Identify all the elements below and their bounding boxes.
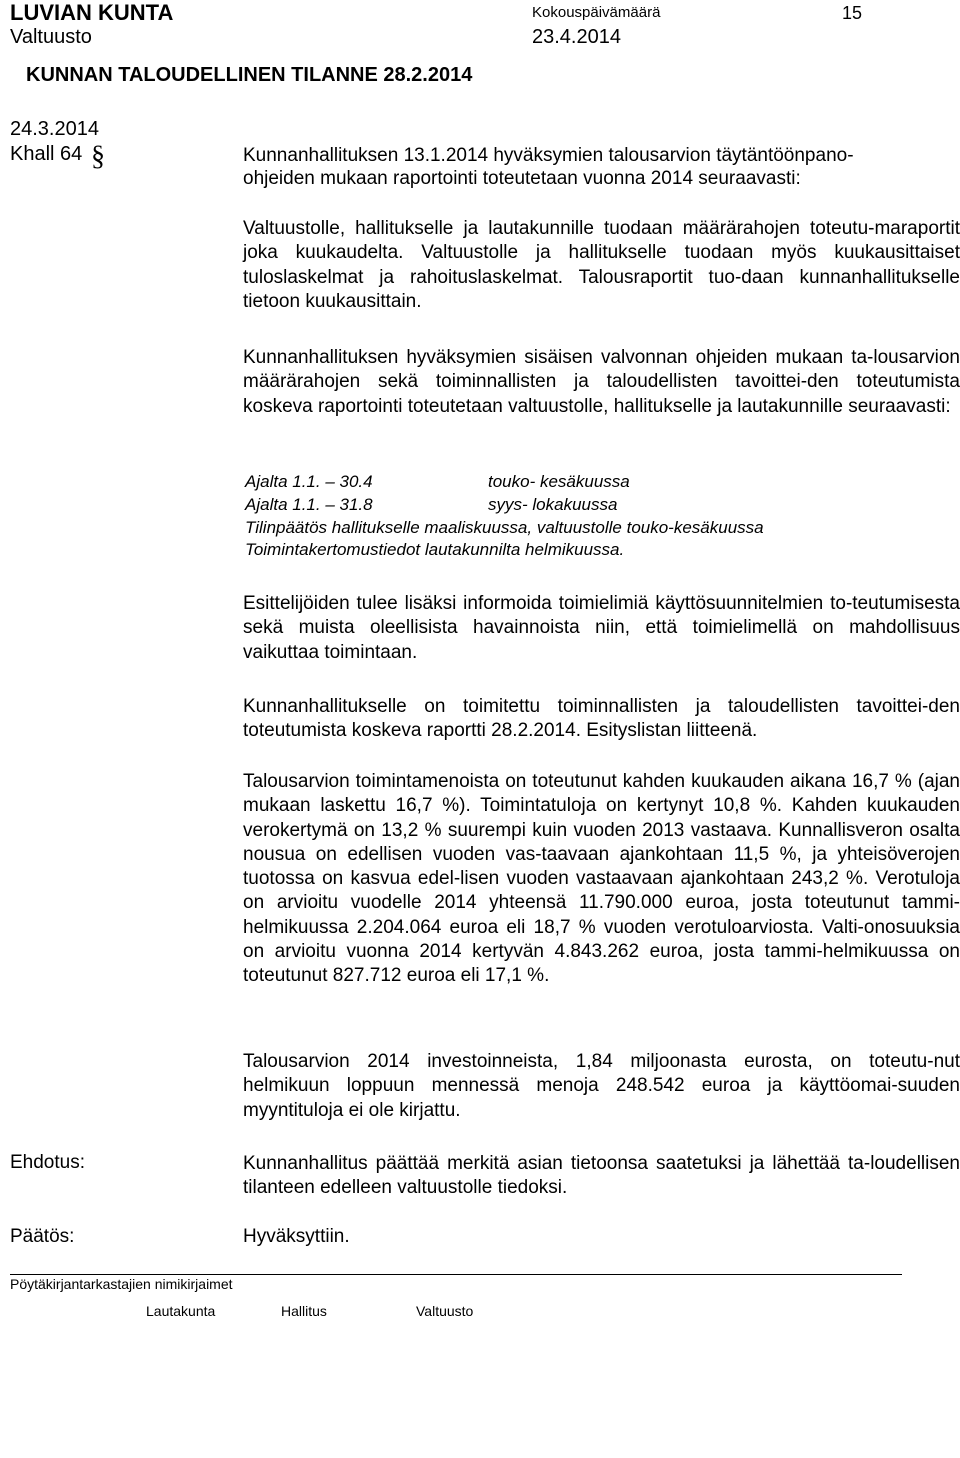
section-sign-icon <box>88 143 110 169</box>
handling-date: 24.3.2014 <box>10 118 99 140</box>
meeting-date-label: Kokouspäivämäärä <box>532 4 661 21</box>
paragraph-internal-control: Kunnanhallituksen hyväksymien sisäisen valvonnan ohjeiden mukaan ta-lousarvion määrärahojen sekä toiminnallisten ja taloudellisten tavoittei-den toteutumista koskeva raportointi toteutetaan valtuustolle, hallitukselle ja lautakunnille seuraavasti: <box>243 347 960 417</box>
signature-board: Hallitus <box>281 1303 327 1319</box>
signature-committee: Lautakunta <box>146 1303 216 1319</box>
intro-line-1: Kunnanhallituksen 13.1.2014 hyväksymien talousarvion täytäntöönpano- <box>243 145 854 166</box>
signature-initials-title: Pöytäkirjantarkastajien nimikirjaimet <box>10 1276 233 1292</box>
organization-name: LUVIAN KUNTA <box>10 0 174 25</box>
paragraph-presenters: Esittelijöiden tulee lisäksi informoida toimielimiä käyttösuunnitelmien to-teutumisesta sekä muista oleellisista havainnoista niin, että toimielimellä on mahdollisuus vaikuttaa toimintaan. <box>243 593 960 663</box>
signature-divider <box>10 1274 902 1275</box>
schedule-period-1: Ajalta 1.1. – 30.4 <box>245 472 373 491</box>
proposal-label: Ehdotus: <box>10 1152 85 1173</box>
decision-text: Hyväksyttiin. <box>243 1226 350 1247</box>
document-title: KUNNAN TALOUDELLINEN TILANNE 28.2.2014 <box>26 64 473 86</box>
schedule-when-1: touko- kesäkuussa <box>488 472 630 491</box>
proposal-text: Kunnanhallitus päättää merkitä asian tietoonsa saatetuksi ja lähettää ta-loudellisen tilanteen edelleen valtuustolle tiedoksi. <box>243 1153 960 1199</box>
schedule-note-2: Toimintakertomustiedot lautakunnilta helmikuussa. <box>245 540 625 559</box>
paragraph-budget-figures: Talousarvion toimintamenoista on toteutunut kahden kuukauden aikana 16,7 % (ajan mukaan laskettu 16,7 %). Toimintatuloja on kertynyt 10,8 %. Kahden kuukauden verokertymä on 13,2 % suurempi kuin vuoden 2013 vastaava. Kunnallisveron osalta nousua on edellisen vuoden vas-taavaan ajankohtaan 11,5 %, ja yhteisöverojen tuotossa on kasvua edel-lisen vuoden vastaavaan ajankohtaan 243,2 %. Verotuloja on arvioitu vuodelle 2014 yhteensä 11.790.000 euroa, josta toteutunut tammi-helmikuussa 2.204.064 euroa eli 18,7 % vuoden verotuloarviosta. Valti-onosuuksia on arvioitu vuonna 2014 kertyvän 4.843.262 euroa, josta tammi-helmikuussa on toteutunut 827.712 euroa eli 17,1 %. <box>243 771 960 987</box>
schedule-note-1: Tilinpäätös hallitukselle maaliskuussa, valtuustolle touko-kesäkuussa <box>245 518 764 537</box>
governing-body: Valtuusto <box>10 26 92 48</box>
schedule-when-2: syys- lokakuussa <box>488 495 618 514</box>
paragraph-report-delivered: Kunnanhallitukselle on toimitettu toiminnallisten ja taloudellisten tavoittei-den toteutumista koskeva raportti 28.2.2014. Esityslistan liitteenä. <box>243 696 960 742</box>
svg-text:§: § <box>91 143 105 169</box>
intro-line-2: ohjeiden mukaan raportointi toteutetaan vuonna 2014 seuraavasti: <box>243 168 801 189</box>
paragraph-investments: Talousarvion 2014 investoinneista, 1,84 miljoonasta eurosta, on toteutu-nut helmikuun loppuun mennessä menoja 248.542 euroa ja käyttöomai-suuden myyntituloja ei ole kirjattu. <box>243 1051 960 1121</box>
schedule-period-2: Ajalta 1.1. – 31.8 <box>245 495 373 514</box>
meeting-date: 23.4.2014 <box>532 26 621 48</box>
paragraph-reporting: Valtuustolle, hallitukselle ja lautakunnille tuodaan määrärahojen toteutu-maraportit joka kuukaudelta. Valtuustolle ja hallitukselle tuodaan myös kuukausittaiset tuloslaskelmat ja rahoituslaskelmat. Talousraportit tuo-daan kunnanhallitukselle tietoon kuukausittain. <box>243 218 960 312</box>
page-number: 15 <box>842 3 863 23</box>
section-reference: Khall 64 <box>10 143 83 165</box>
decision-label: Päätös: <box>10 1226 75 1247</box>
signature-council: Valtuusto <box>416 1303 474 1319</box>
